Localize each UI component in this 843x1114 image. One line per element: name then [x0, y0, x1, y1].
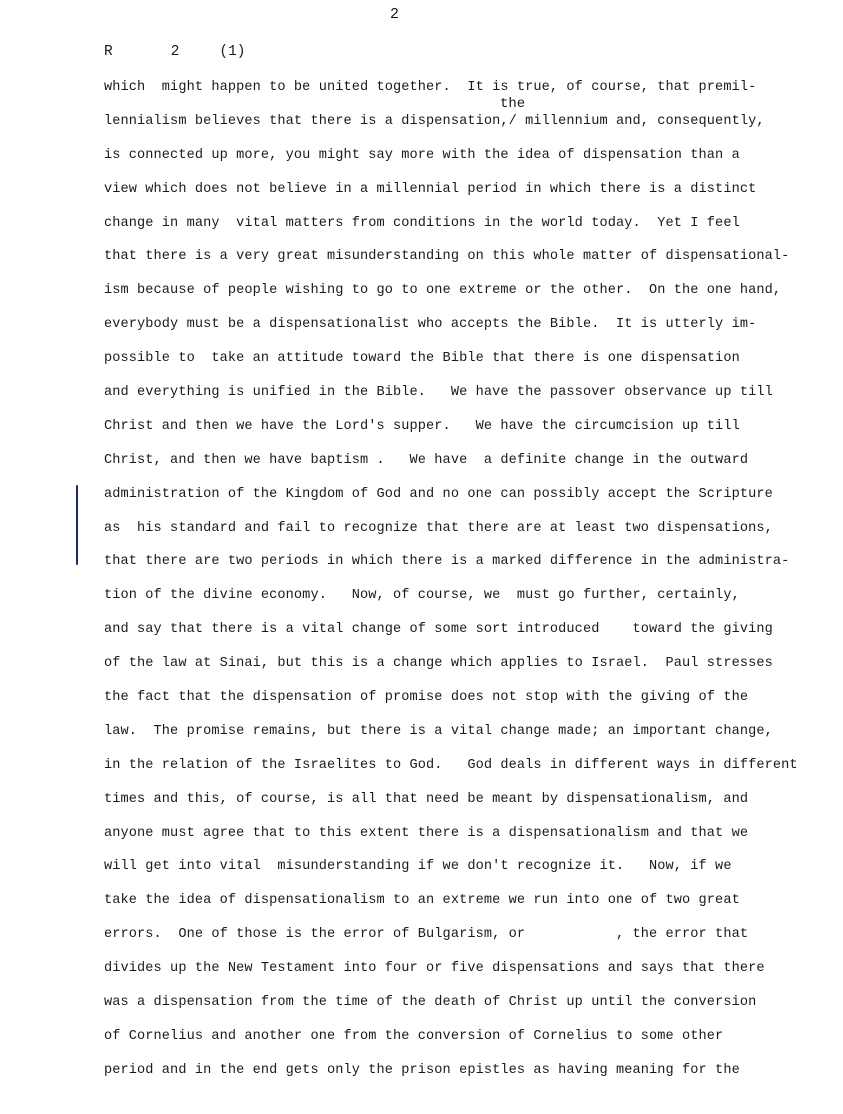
- text-line: change in many vital matters from conditions in the world today. Yet I feel: [104, 215, 740, 231]
- text-line: times and this, of course, is all that need be meant by dispensationalism, and: [104, 791, 749, 807]
- text-line: take the idea of dispensationalism to an extreme we run into one of two great: [104, 893, 740, 909]
- text-line: and everything is unified in the Bible. We have the passover observance up till: [104, 385, 773, 401]
- text-line: law. The promise remains, but there is a vital change made; an important change,: [104, 723, 773, 739]
- page-header: [104, 44, 246, 60]
- text-line: tion of the divine economy. Now, of course, we must go further, certainly,: [104, 588, 740, 604]
- text-line: will get into vital misunderstanding if we don't recognize it. Now, if we: [104, 859, 732, 875]
- text-line: was a dispensation from the time of the death of Christ up until the conversion: [104, 995, 757, 1011]
- page-number: 2: [390, 6, 400, 23]
- margin-line-mark: [76, 485, 78, 565]
- typed-body-text: [104, 76, 824, 1093]
- text-line: of Cornelius and another one from the conversion of Cornelius to some other: [104, 1028, 724, 1044]
- text-line: anyone must agree that to this extent there is a dispensationalism and that we: [104, 825, 749, 841]
- text-line: of the law at Sinai, but this is a change which applies to Israel. Paul stresses: [104, 656, 773, 672]
- text-line: Christ, and then we have baptism . We have a definite change in the outward: [104, 452, 749, 468]
- text-line: that there is a very great misunderstanding on this whole matter of dispensational-: [104, 249, 790, 265]
- text-line: errors. One of those is the error of Bulgarism, or , the error that: [104, 927, 749, 943]
- header-number: 2: [170, 44, 180, 60]
- text-line: in the relation of the Israelites to God. God deals in different ways in different: [104, 757, 798, 773]
- text-line: period and in the end gets only the prison epistles as having meaning for the: [104, 1062, 740, 1078]
- text-line: which might happen to be united together. It is true, of course, that premil-: [104, 80, 757, 95]
- text-line: possible to take an attitude toward the Bible that there is one dispensation: [104, 351, 740, 367]
- text-line: the fact that the dispensation of promise does not stop with the giving of the: [104, 690, 749, 706]
- header-subnumber: (1): [219, 44, 246, 60]
- text-line: as his standard and fail to recognize that there are at least two dispensations,: [104, 520, 773, 536]
- header-code: R: [104, 44, 113, 60]
- text-line: administration of the Kingdom of God and no one can possibly accept the Scripture: [104, 486, 773, 502]
- text-line: lennialism believes that there is a dispensation,/ millennium and, consequently,: [104, 113, 765, 129]
- text-line: that there are two periods in which there is a marked difference in the administra-: [104, 554, 790, 570]
- text-line: view which does not believe in a millennial period in which there is a distinct: [104, 181, 757, 197]
- text-line: ism because of people wishing to go to one extreme or the other. On the one hand,: [104, 283, 782, 299]
- text-line: and say that there is a vital change of some sort introduced toward the giving: [104, 622, 773, 638]
- text-line: everybody must be a dispensationalist who accepts the Bible. It is utterly im-: [104, 317, 757, 333]
- text-line: is connected up more, you might say more with the idea of dispensation than a: [104, 147, 740, 163]
- text-line: divides up the New Testament into four or five dispensations and says that there: [104, 961, 765, 977]
- interlinear-insertion: the: [500, 96, 526, 112]
- text-line: Christ and then we have the Lord's supper. We have the circumcision up till: [104, 418, 740, 434]
